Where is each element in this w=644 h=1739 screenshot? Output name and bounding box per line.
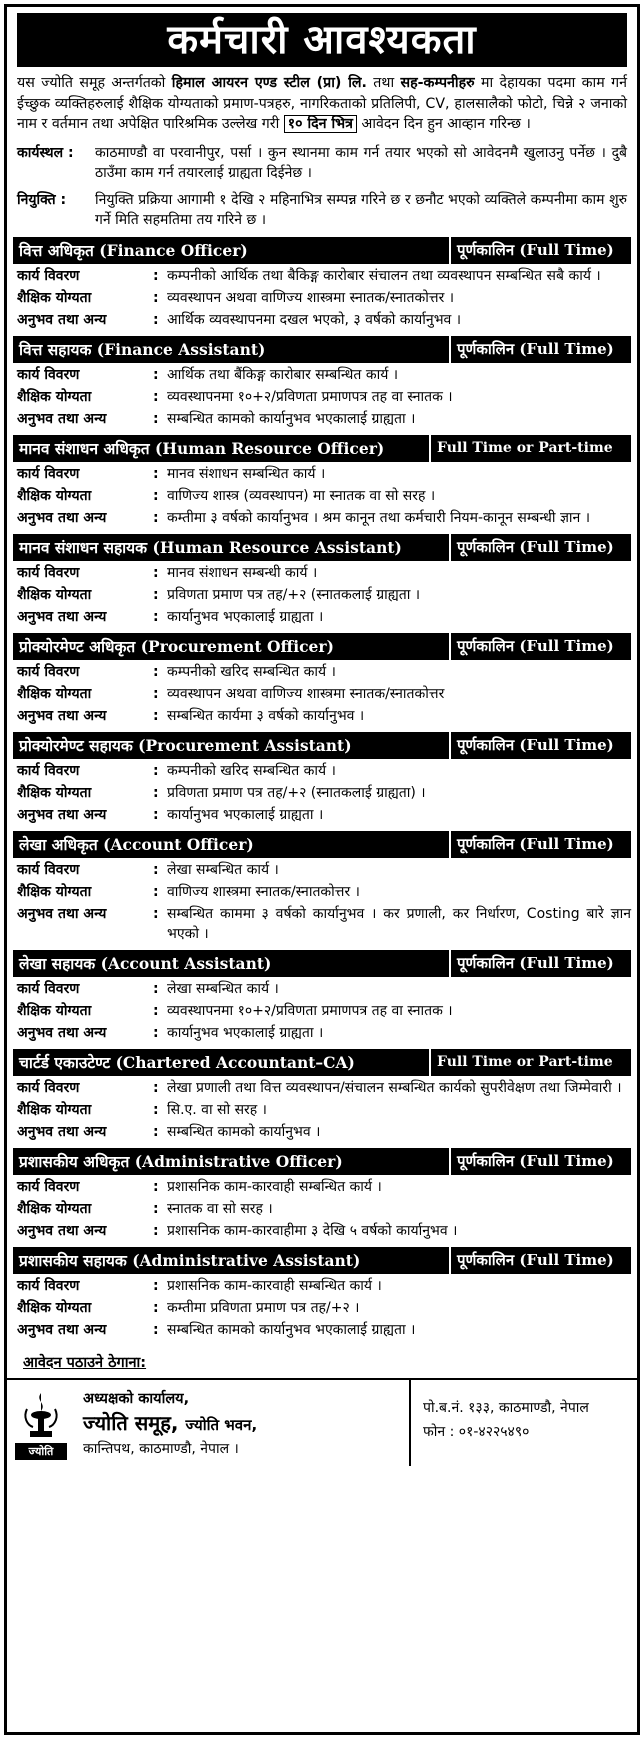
position-title-english: (Human Resource Assistant) [152,537,402,557]
position-block [13,1247,631,1340]
colon-separator: : [153,1277,159,1294]
duty-row [13,761,631,781]
position-title-english: (Chartered Accountant–CA) [115,1052,355,1072]
intro-text-1: यस ज्योति समूह अन्तर्गतको [17,75,172,91]
colon-separator: : [153,410,159,427]
po-box: पो.ब.नं. १३३, काठमाण्डौ, नेपाल [423,1399,589,1416]
position-title [13,336,449,363]
experience-row [13,1320,631,1340]
duty-value: लेखा सम्बन्धित कार्य । [167,980,279,997]
experience-label: अनुभव तथा अन्य [17,707,107,724]
position-header [13,534,631,561]
qualification-label: शैक्षिक योग्यता [17,1002,92,1019]
position-title [13,831,449,858]
duty-row [13,1078,631,1098]
position-title [13,435,429,462]
duty-label: कार्य विवरण [17,366,80,383]
logo-text: ज्योति [15,1443,67,1460]
colon-separator: : [153,1024,159,1041]
footer-address [7,1378,637,1466]
duty-value: मानव संशाधन सम्बन्धी कार्य । [167,564,318,581]
group-name: ज्योति समूह, [83,1410,179,1435]
colon-separator: : [153,905,159,922]
employment-type: पूर्णकालिन (Full Time) [449,1247,631,1274]
qualification-label: शैक्षिक योग्यता [17,289,92,306]
duty-value: लेखा प्रणाली तथा वित्त व्यवस्थापन/संचालन सम्बन्धित कार्यको सुपरीवेक्षण तथा जिम्मेवारी । [167,1079,622,1096]
appointment-text: नियुक्ति प्रक्रिया आगामी १ देखि २ महिनाभित्र सम्पन्न गरिने छ र छनौट भएको व्यक्तिले कम्पनीमा काम शुरु गर्ने मिति सहमतिमा तय गरिने छ । [95,191,627,228]
duty-row [13,1276,631,1296]
duty-value: प्रशासनिक काम-कारवाही सम्बन्धित कार्य । [167,1277,382,1294]
duty-row [13,563,631,583]
colon-separator: : [153,608,159,625]
qualification-label: शैक्षिक योग्यता [17,1200,92,1217]
position-block [13,435,631,528]
duty-row [13,365,631,385]
position-block [13,534,631,627]
colon-separator: : [153,465,159,482]
intro-text-4: आवेदन दिन हुन आव्हान गरिन्छ । [356,116,531,132]
colon-separator: : [153,586,159,603]
company-logo [7,1380,69,1466]
colon-separator: : [153,1178,159,1195]
position-header [13,950,631,977]
position-title-nepali: लेखा सहायक [19,954,96,973]
position-title-nepali: मानव संशाधन सहायक [19,538,148,557]
position-block [13,732,631,825]
position-title-english: (Administrative Assistant) [132,1250,361,1270]
employment-type: पूर्णकालिन (Full Time) [449,237,631,264]
position-title-nepali: प्रशासकीय अधिकृत [19,1152,130,1171]
experience-value: कार्यानुभव भएकालाई ग्राह्यता । [167,608,324,625]
qualification-row [13,486,631,506]
position-header [13,435,631,462]
duty-label: कार्य विवरण [17,762,80,779]
office-address [69,1380,411,1466]
position-title-nepali: चार्टर्ड एकाउटेण्ट [19,1053,111,1072]
position-title-nepali: वित्त सहायक [19,340,92,359]
colon-separator: : [153,784,159,801]
position-title-english: (Finance Assistant) [96,339,266,359]
position-title-nepali: प्रोक्योरमेण्ट सहायक [19,736,133,755]
qualification-row [13,288,631,308]
position-title [13,534,449,561]
duty-label: कार्य विवरण [17,861,80,878]
colon-separator: : [153,311,159,328]
position-block [13,831,631,944]
duty-label: कार्य विवरण [17,465,80,482]
appointment-label: नियुक्ति : [17,191,67,208]
duty-value: प्रशासनिक काम-कारवाही सम्बन्धित कार्य । [167,1178,382,1195]
position-block [13,1049,631,1142]
qualification-value: कम्तीमा प्रविणता प्रमाण पत्र तह/+२ । [167,1299,360,1316]
experience-value: कम्तीमा ३ वर्षको कार्यानुभव । श्रम कानून तथा कर्मचारी नियम-कानून सम्बन्धी ज्ञान । [167,509,591,526]
duty-row [13,979,631,999]
qualification-value: व्यवस्थापनमा १०+२/प्रविणता प्रमाणपत्र तह वा स्नातक । [167,388,453,405]
colon-separator: : [153,487,159,504]
duty-row [13,1177,631,1197]
colon-separator: : [153,1101,159,1118]
office-line: अध्यक्षको कार्यालय, [83,1390,190,1407]
position-title-english: (Human Resource Officer) [155,438,385,458]
position-title-english: (Procurement Assistant) [138,735,352,755]
position-header [13,1049,631,1076]
colon-separator: : [153,685,159,702]
colon-separator: : [153,1321,159,1338]
colon-separator: : [153,564,159,581]
duty-value: मानव संशाधन सम्बन्धित कार्य । [167,465,326,482]
company-name: हिमाल आयरन एण्ड स्टील (प्रा) लि. [171,75,367,91]
position-block [13,950,631,1043]
building-name: ज्योति भवन, [185,1415,258,1434]
experience-value: आर्थिक व्यवस्थापनमा दखल भएको, ३ वर्षको कार्यानुभव । [167,311,462,328]
qualification-row [13,1001,631,1021]
qualification-value: वाणिज्य शास्त्र (व्यवस्थापन) मा स्नातक वा सो सरह । [167,487,436,504]
qualification-row [13,387,631,407]
advertisement-frame [4,4,640,1735]
colon-separator: : [153,366,159,383]
qualification-value: व्यवस्थापनमा १०+२/प्रविणता प्रमाणपत्र तह वा स्नातक । [167,1002,453,1019]
workplace-row [13,143,631,184]
position-block [13,633,631,726]
employment-type: Full Time or Part-time [429,1049,631,1076]
colon-separator: : [153,861,159,878]
workplace-text: काठमाण्डौ वा परवानीपुर, पर्सा । कुन स्थानमा काम गर्न तयार भएको सो आवेदनमै खुलाउनु पर्नेछ । दुबै ठाउँमा काम गर्न तयारलाई ग्राह्यता दिईनेछ । [95,144,627,181]
position-header [13,831,631,858]
position-title-nepali: मानव संशाधन अधिकृत [19,439,150,458]
positions-list [13,237,631,1340]
colon-separator: : [153,980,159,997]
experience-label: अनुभव तथा अन्य [17,1024,107,1041]
page-title: कर्मचारी आवश्यकता [17,13,627,67]
qualification-value: व्यवस्थापन अथवा वाणिज्य शास्त्रमा स्नातक/स्नातकोत्तर [167,685,445,702]
position-title-english: (Procurement Officer) [140,636,334,656]
position-title [13,237,449,264]
deadline-box: १० दिन भित्र [284,115,357,133]
colon-separator: : [153,509,159,526]
qualification-row [13,1199,631,1219]
duty-value: लेखा सम्बन्धित कार्य । [167,861,279,878]
position-title-english: (Account Assistant) [100,953,272,973]
experience-value: सम्बन्धित कार्यमा ३ वर्षको कार्यानुभव । [167,707,365,724]
position-title-nepali: प्रशासकीय सहायक [19,1251,127,1270]
phone-number: फोन : ०१-४२२५४९० [423,1423,530,1440]
duty-value: आर्थिक तथा बैंकिङ्ग कारोबार सम्बन्धित कार्य । [167,366,399,383]
duty-label: कार्य विवरण [17,267,80,284]
duty-row [13,266,631,286]
employment-type: पूर्णकालिन (Full Time) [449,831,631,858]
position-header [13,1247,631,1274]
qualification-label: शैक्षिक योग्यता [17,586,92,603]
experience-row [13,1122,631,1142]
intro-paragraph [13,73,631,135]
qualification-row [13,1100,631,1120]
duty-label: कार्य विवरण [17,663,80,680]
qualification-row [13,783,631,803]
experience-row [13,607,631,627]
experience-label: अनुभव तथा अन्य [17,1321,107,1338]
position-header [13,1148,631,1175]
position-title-nepali: प्रोक्योरमेण्ट अधिकृत [19,637,136,656]
colon-separator: : [153,762,159,779]
colon-separator: : [153,707,159,724]
qualification-value: व्यवस्थापन अथवा वाणिज्य शास्त्रमा स्नातक/स्नातकोत्तर । [167,289,455,306]
workplace-label: कार्यस्थल : [17,144,74,161]
position-title-nepali: लेखा अधिकृत [19,835,98,854]
employment-type: पूर्णकालिन (Full Time) [449,534,631,561]
qualification-label: शैक्षिक योग्यता [17,883,92,900]
position-title [13,1148,449,1175]
qualification-label: शैक्षिक योग्यता [17,388,92,405]
experience-row [13,310,631,330]
employment-type: पूर्णकालिन (Full Time) [449,1148,631,1175]
qualification-label: शैक्षिक योग्यता [17,1101,92,1118]
colon-separator: : [153,1299,159,1316]
qualification-value: प्रविणता प्रमाण पत्र तह/+२ (स्नातकलाई ग्राह्यता) । [167,784,426,801]
appointment-row [13,190,631,231]
colon-separator: : [153,663,159,680]
experience-value: कार्यानुभव भएकालाई ग्राह्यता । [167,806,324,823]
colon-separator: : [153,806,159,823]
experience-value: सम्बन्धित कामको कार्यानुभव भएकालाई ग्राह्यता । [167,410,416,427]
experience-label: अनुभव तथा अन्य [17,1222,107,1239]
position-block [13,1148,631,1241]
employment-type: Full Time or Part-time [429,435,631,462]
experience-label: अनुभव तथा अन्य [17,608,107,625]
contact-info [411,1380,637,1466]
colon-separator: : [153,1123,159,1140]
experience-row [13,508,631,528]
colon-separator: : [153,1222,159,1239]
experience-label: अनुभव तथा अन्य [17,806,107,823]
duty-label: कार्य विवरण [17,564,80,581]
experience-label: अनुभव तथा अन्य [17,1123,107,1140]
colon-separator: : [153,1002,159,1019]
experience-row [13,1023,631,1043]
experience-row [13,409,631,429]
position-block [13,237,631,330]
experience-row [13,706,631,726]
experience-row [13,904,631,944]
position-title-english: (Finance Officer) [99,240,248,260]
position-title [13,1049,429,1076]
colon-separator: : [153,1079,159,1096]
qualification-value: वाणिज्य शास्त्रमा स्नातक/स्नातकोत्तर । [167,883,360,900]
experience-value: सम्बन्धित कामको कार्यानुभव भएकालाई ग्राह्यता । [167,1321,416,1338]
duty-label: कार्य विवरण [17,1178,80,1195]
duty-value: कम्पनीको खरिद सम्बन्धित कार्य । [167,762,336,779]
position-title-english: (Administrative Officer) [134,1151,343,1171]
experience-label: अनुभव तथा अन्य [17,311,107,328]
duty-value: कम्पनीको खरिद सम्बन्धित कार्य । [167,663,336,680]
experience-row [13,805,631,825]
colon-separator: : [153,267,159,284]
duty-row [13,464,631,484]
employment-type: पूर्णकालिन (Full Time) [449,633,631,660]
qualification-value: स्नातक वा सो सरह । [167,1200,273,1217]
qualification-label: शैक्षिक योग्यता [17,1299,92,1316]
qualification-value: सि.ए. वा सो सरह । [167,1101,267,1118]
sister-companies: सह-कम्पनीहरु [400,75,475,91]
experience-label: अनुभव तथा अन्य [17,905,107,922]
position-header [13,336,631,363]
position-header [13,237,631,264]
qualification-row [13,585,631,605]
position-title [13,1247,449,1274]
experience-value: सम्बन्धित कामको कार्यानुभव । [167,1123,321,1140]
duty-value: कम्पनीको आर्थिक तथा बैकिङ्ग कारोबार संचालन तथा व्यवस्थापन सम्बन्धित सबै कार्य । [167,267,601,284]
lamp-emblem-icon [18,1391,64,1441]
intro-text-3: मा देहायका पदमा काम गर्न ईच्छुक व्यक्तिहरुलाई शैक्षिक योग्यताको प्रमाण-पत्रहरु, नागरिकताको प्रतिलिपी, CV, हालसालैको फोटो, चिन्ने २ जनाको नाम र वर्तमान तथा अपेक्षित पारिश्रमिक उल्लेख गरी [17,75,627,132]
qualification-row [13,684,631,704]
employment-type: पूर्णकालिन (Full Time) [449,950,631,977]
qualification-value: प्रविणता प्रमाण पत्र तह/+२ (स्नातकलाई ग्राह्यता । [167,586,421,603]
position-header [13,633,631,660]
position-title-nepali: वित्त अधिकृत [19,241,94,260]
colon-separator: : [153,289,159,306]
duty-row [13,662,631,682]
qualification-label: शैक्षिक योग्यता [17,487,92,504]
qualification-row [13,1298,631,1318]
experience-label: अनुभव तथा अन्य [17,509,107,526]
duty-row [13,860,631,880]
intro-text-2: तथा [366,75,401,91]
experience-value: सम्बन्धित काममा ३ वर्षको कार्यानुभव । कर प्रणाली, कर निर्धारण, Costing बारे ज्ञान भएको । [167,905,631,942]
employment-type: पूर्णकालिन (Full Time) [449,732,631,759]
position-title [13,633,449,660]
qualification-row [13,882,631,902]
duty-label: कार्य विवरण [17,1277,80,1294]
experience-row [13,1221,631,1241]
position-title [13,950,449,977]
experience-value: प्रशासनिक काम-कारवाहीमा ३ देखि ५ वर्षको कार्यानुभव । [167,1222,458,1239]
position-title-english: (Account Officer) [103,834,254,854]
employment-type: पूर्णकालिन (Full Time) [449,336,631,363]
qualification-label: शैक्षिक योग्यता [17,784,92,801]
experience-value: कार्यानुभव भएकालाई ग्राह्यता । [167,1024,324,1041]
colon-separator: : [153,883,159,900]
group-name-line [83,1410,409,1438]
position-title [13,732,449,759]
duty-label: कार्य विवरण [17,1079,80,1096]
qualification-label: शैक्षिक योग्यता [17,685,92,702]
colon-separator: : [153,388,159,405]
colon-separator: : [153,1200,159,1217]
position-block [13,336,631,429]
duty-label: कार्य विवरण [17,980,80,997]
position-header [13,732,631,759]
apply-address-label: आवेदन पठाउने ठेगाना: [23,1354,147,1371]
experience-label: अनुभव तथा अन्य [17,410,107,427]
street-address: कान्तिपथ, काठमाण्डौ, नेपाल । [83,1440,239,1457]
